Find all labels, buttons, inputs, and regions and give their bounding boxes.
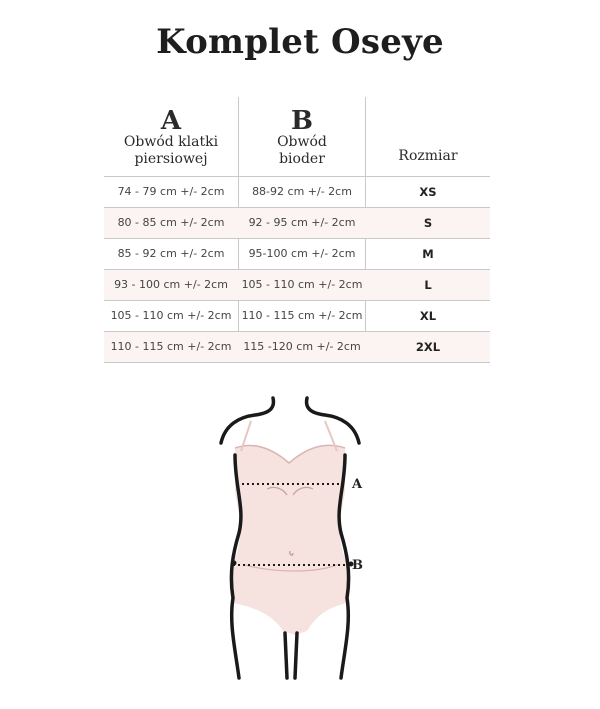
size-cell: S: [423, 216, 433, 230]
size-cell: 2XL: [415, 340, 441, 354]
table-header: [104, 97, 490, 177]
bust-cell: 105 - 110 cm +/- 2cm: [110, 309, 232, 322]
column-a-label-line2: piersiowej: [134, 151, 208, 167]
bust-cell: 110 - 115 cm +/- 2cm: [110, 340, 232, 353]
table-row: [104, 208, 490, 239]
hip-measure-endpoint: [232, 561, 237, 566]
hip-cell: 115 -120 cm +/- 2cm: [243, 340, 361, 353]
table-row: [104, 177, 490, 208]
size-table: [104, 97, 490, 363]
right-shoulder-outline: [307, 398, 359, 443]
size-cell: XL: [419, 309, 437, 323]
hip-cell: 105 - 110 cm +/- 2cm: [241, 278, 363, 291]
size-cell: XS: [419, 185, 437, 199]
column-header-size: [366, 97, 490, 176]
table-row: [104, 239, 490, 270]
page-title: Komplet Oseye: [156, 22, 444, 62]
left-shoulder-outline: [221, 398, 273, 443]
bust-cell: 74 - 79 cm +/- 2cm: [117, 185, 225, 198]
table-row: [104, 270, 490, 301]
body-silhouette-illustration: [215, 393, 375, 693]
column-a-label-line1: Obwód klatki: [123, 134, 219, 150]
size-cell: M: [422, 247, 434, 261]
column-letter-a: A: [160, 106, 182, 136]
inner-leg-outline: [285, 633, 287, 678]
column-letter-b: B: [291, 106, 313, 136]
hip-cell: 88-92 cm +/- 2cm: [252, 185, 352, 198]
bust-cell: 93 - 100 cm +/- 2cm: [114, 278, 228, 291]
bust-marker-label: A: [352, 477, 363, 492]
garment-shape: [230, 445, 351, 635]
table-row: [104, 332, 490, 363]
column-size-label: Rozmiar: [398, 148, 458, 164]
size-cell: L: [424, 278, 432, 292]
hip-cell: 92 - 95 cm +/- 2cm: [248, 216, 356, 229]
bust-cell: 80 - 85 cm +/- 2cm: [117, 216, 225, 229]
body-measurement-figure: [215, 393, 375, 698]
hip-marker-label: B: [352, 558, 363, 573]
column-b-label-line1: Obwód: [277, 134, 327, 150]
column-b-label-line2: bioder: [279, 151, 325, 167]
column-header-b: [239, 97, 365, 176]
bust-cell: 85 - 92 cm +/- 2cm: [117, 247, 225, 260]
hip-cell: 95-100 cm +/- 2cm: [248, 247, 356, 260]
inner-leg-outline: [295, 633, 297, 678]
table-row: [104, 301, 490, 332]
column-header-a: [104, 97, 238, 176]
hip-cell: 110 - 115 cm +/- 2cm: [241, 309, 363, 322]
